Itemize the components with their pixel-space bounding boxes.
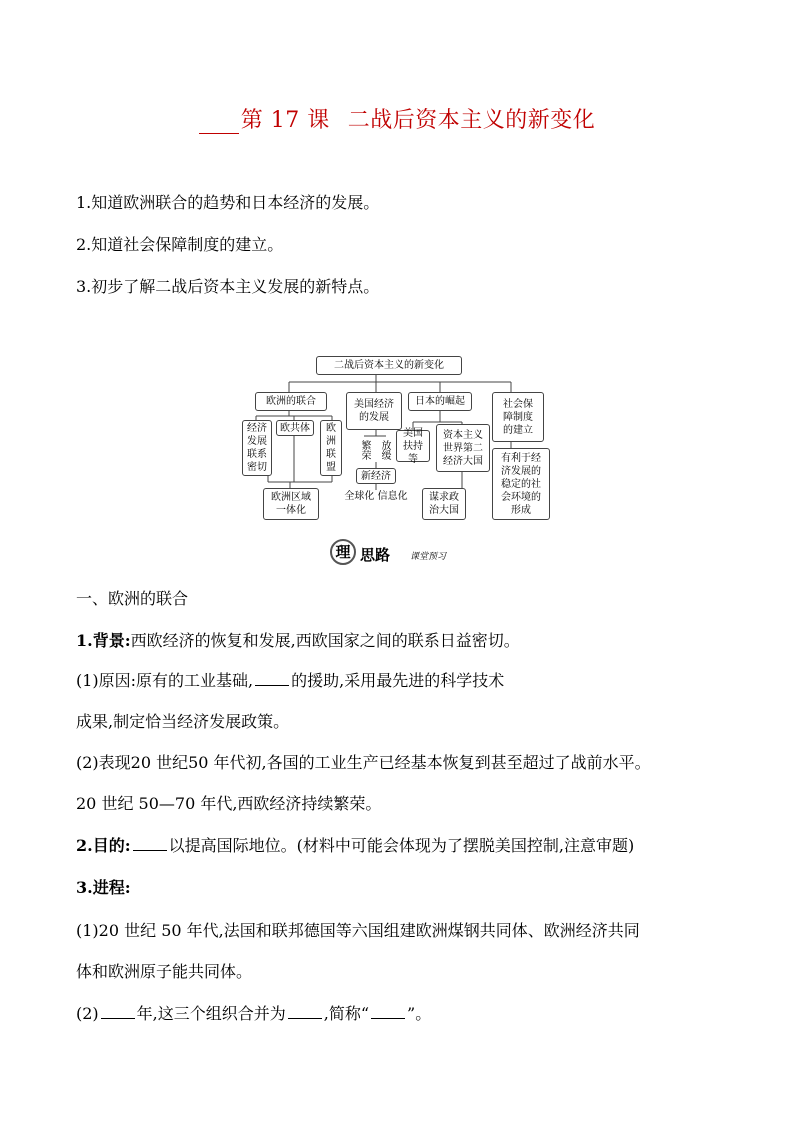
lesson-topic: 二战后资本主义的新变化 xyxy=(347,108,596,133)
page-title xyxy=(0,103,794,134)
process-line-1: (1)20 世纪 50 年代,法国和联邦德国等六国组建欧洲煤钢共同体、欧洲经济共同 xyxy=(76,921,640,940)
goal-1: 1.知道欧洲联合的趋势和日本经济的发展。 xyxy=(76,193,380,212)
node-eu-integration: 欧洲区域一体化 xyxy=(263,488,319,520)
process-text-a: (2) xyxy=(76,1004,99,1023)
reason-text-b: 的援助,采用最先进的科学技术 xyxy=(291,671,505,690)
process-label: 3.进程: xyxy=(76,878,131,897)
node-social-security: 社会保障制度的建立 xyxy=(492,392,544,442)
process-text-c: ,简称“ xyxy=(323,1004,370,1023)
node-us: 美国经济的发展 xyxy=(346,392,402,430)
prosperity-line: 20 世纪 50—70 年代,西欧经济持续繁荣。 xyxy=(76,794,382,813)
reason-line xyxy=(76,668,504,691)
purpose-line xyxy=(76,833,634,856)
node-japan-second: 资本主义世界第二经济大国 xyxy=(436,424,490,472)
goal-3: 3.初步了解二战后资本主义发展的新特点。 xyxy=(76,277,380,296)
lesson-number: 第 17 课 xyxy=(240,108,330,133)
background-text: 西欧经济的恢复和发展,西欧国家之间的联系日益密切。 xyxy=(130,631,520,650)
node-social-env: 有利于经济发展的稳定的社会环境的形成 xyxy=(492,448,550,520)
node-japan-political: 谋求政治大国 xyxy=(422,488,466,520)
goal-2: 2.知道社会保障制度的建立。 xyxy=(76,235,284,254)
node-root: 二战后资本主义的新变化 xyxy=(316,356,462,375)
fill-blank xyxy=(288,1004,322,1019)
fill-blank xyxy=(371,1004,405,1019)
node-eu-union: 欧洲联盟 xyxy=(320,420,342,476)
purpose-text: 以提高国际地位。(材料中可能会体现为了摆脱美国控制,注意审题) xyxy=(168,836,635,855)
mind-map xyxy=(240,354,554,524)
fill-blank xyxy=(255,671,289,686)
node-ec: 欧共体 xyxy=(276,420,314,436)
node-new-econ: 新经济 xyxy=(356,468,396,484)
purpose-label: 2.目的: xyxy=(76,836,131,855)
node-japan: 日本的崛起 xyxy=(408,392,472,411)
process-line-2 xyxy=(76,1001,431,1024)
reason-text-a: (1)原因:原有的工业基础, xyxy=(76,671,254,690)
section-label-char: 理 xyxy=(330,539,356,565)
heading-europe-union: 一、欧洲的联合 xyxy=(76,589,189,608)
process-text-d: ”。 xyxy=(407,1004,432,1023)
node-eu-econ: 经济发展联系密切 xyxy=(242,420,272,476)
process-text-b: 年,这三个组织合并为 xyxy=(136,1004,286,1023)
fill-blank xyxy=(133,836,167,851)
fill-blank xyxy=(101,1004,135,1019)
background-line xyxy=(76,628,520,651)
section-label-sub: 课堂预习 xyxy=(410,552,447,562)
section-label xyxy=(330,539,480,567)
section-label-text: 思路 xyxy=(360,546,391,564)
performance-line: (2)表现20 世纪50 年代初,各国的工业生产已经基本恢复到甚至超过了战前水平。 xyxy=(76,753,651,772)
background-label: 1.背景: xyxy=(76,631,131,650)
node-us-support: 美国扶持等 xyxy=(396,430,430,462)
node-globalization: 全球化 信息化 xyxy=(344,491,408,502)
node-us-prosper: 繁荣 xyxy=(359,440,370,460)
title-blank xyxy=(199,111,239,134)
process-line-1b: 体和欧洲原子能共同体。 xyxy=(76,962,253,981)
node-us-slow: 放缓 xyxy=(379,440,390,460)
node-eu: 欧洲的联合 xyxy=(255,392,327,411)
reason-line-2: 成果,制定恰当经济发展政策。 xyxy=(76,712,290,731)
